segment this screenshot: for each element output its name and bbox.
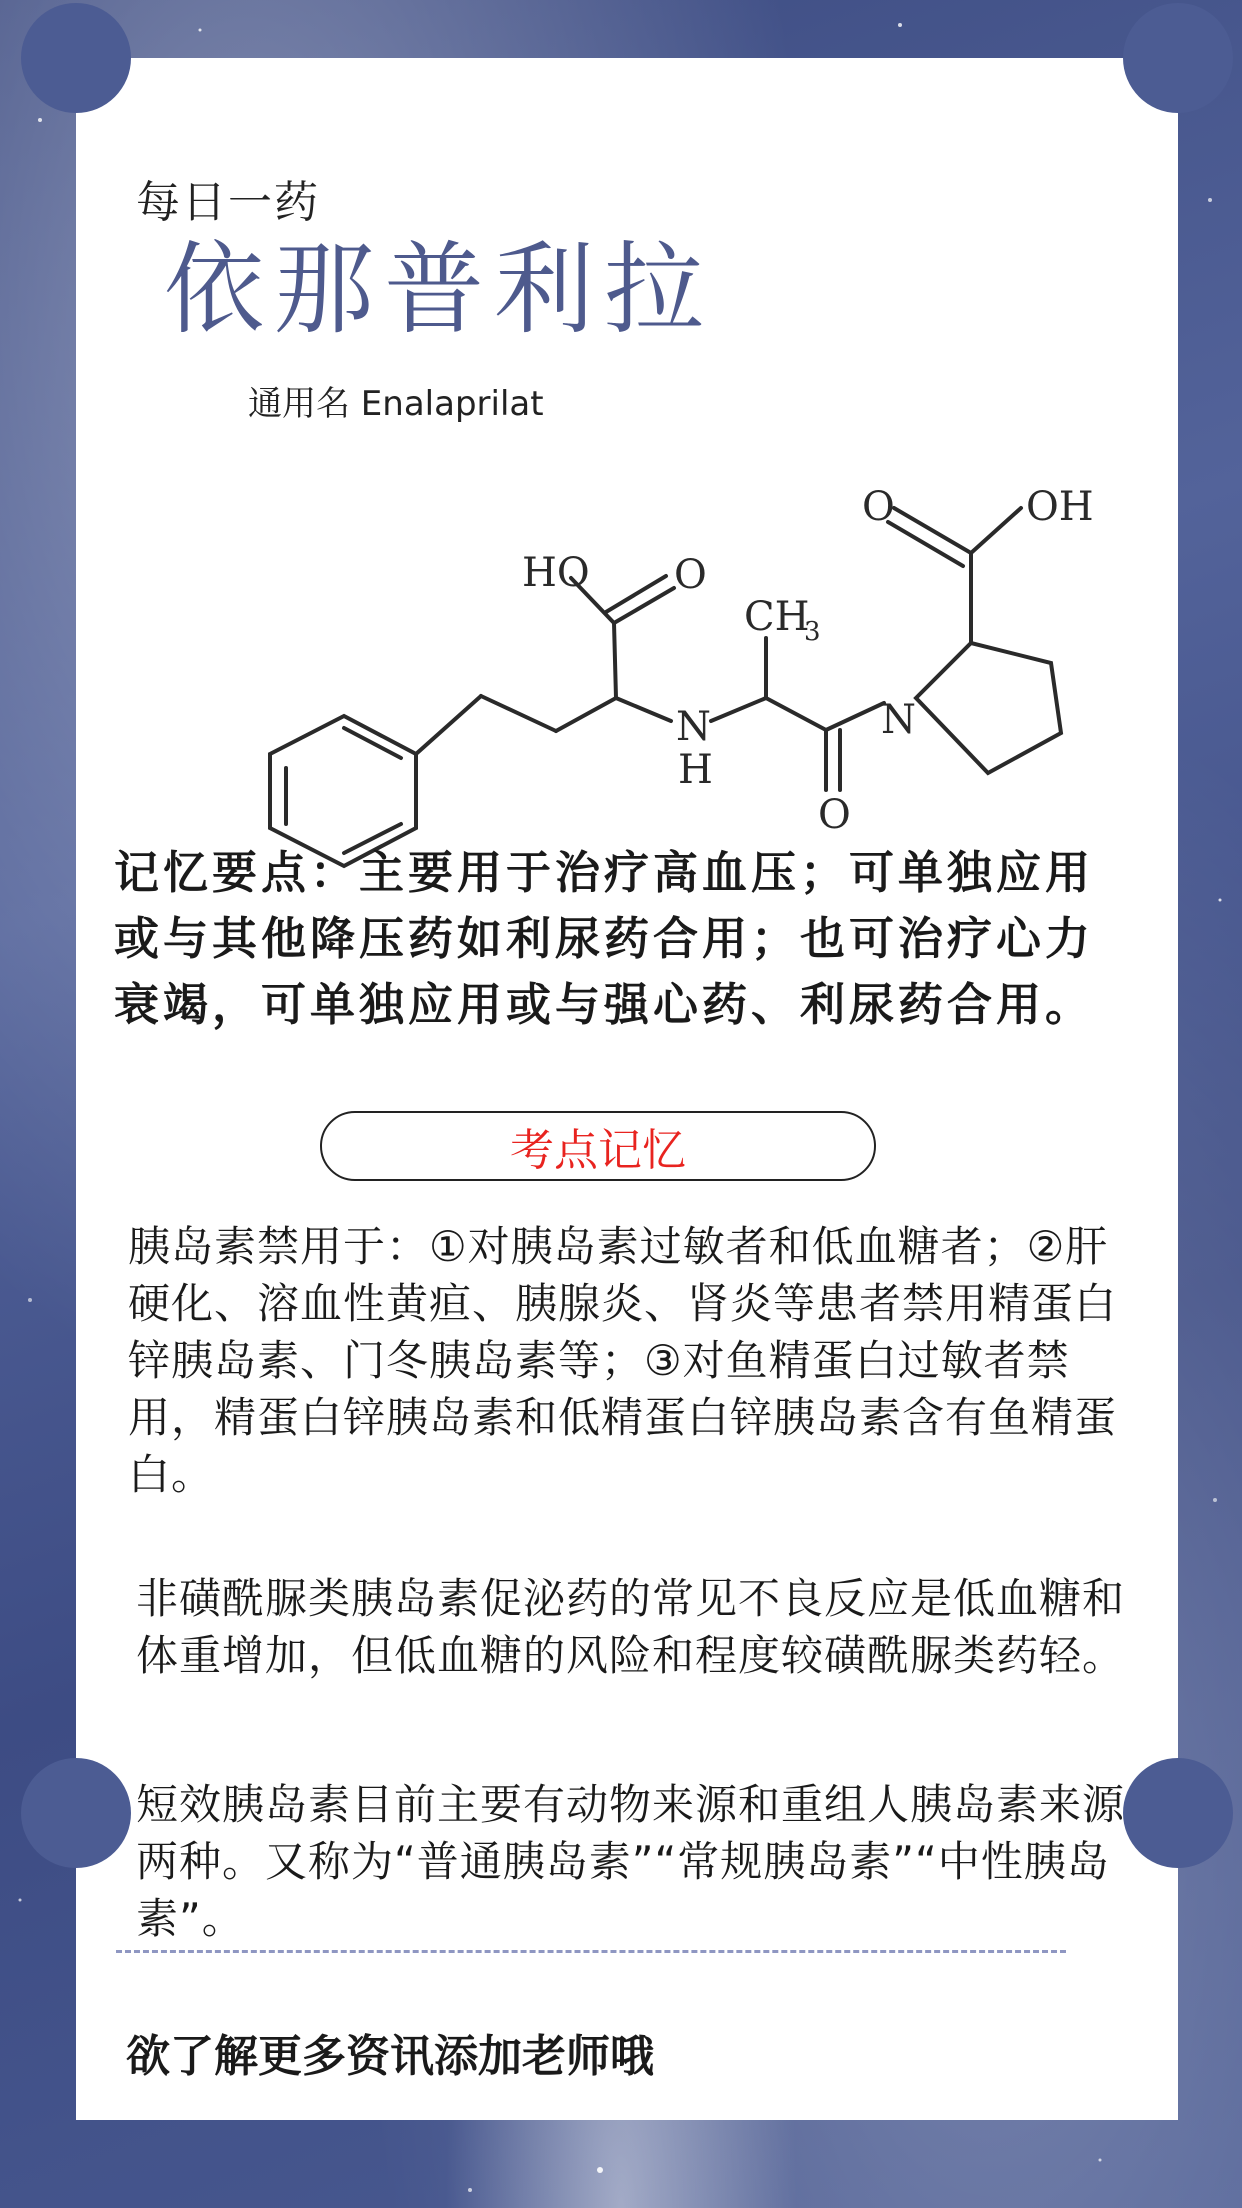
atom-n-ring: N: [881, 697, 916, 743]
ticket-notch: [1123, 3, 1233, 113]
chemical-structure-diagram: [226, 398, 1106, 878]
content-card: [76, 58, 1178, 2120]
paragraph-non-sulfonylurea: 非磺酰脲类胰岛素促泌药的常见不良反应是低血糖和体重增加，但低血糖的风险和程度较磺酰脲类药轻。: [136, 1574, 1126, 1680]
atom-nh-n: N: [676, 704, 711, 750]
atom-ch3: CH: [744, 594, 810, 640]
paragraph-insulin-contraindications: 胰岛素禁用于：①对胰岛素过敏者和低血糖者；②肝硬化、溶血性黄疸、胰腺炎、肾炎等患者禁用精蛋白锌胰岛素、门冬胰岛素等；③对鱼精蛋白过敏者禁用，精蛋白锌胰岛素和低精蛋白锌胰岛素含有鱼精蛋白。: [128, 1222, 1118, 1499]
generic-name: 通用名 Enalaprilat: [248, 384, 544, 424]
atom-ho-left: HO: [522, 550, 590, 596]
exam-points-label: 考点记忆: [510, 1125, 686, 1176]
exam-points-badge: [320, 1111, 876, 1181]
paragraph-short-acting-insulin: 短效胰岛素目前主要有动物来源和重组人胰岛素来源两种。又称为“普通胰岛素”“常规胰岛素”“中性胰岛素”。: [136, 1780, 1126, 1943]
drug-title: 依那普利拉: [164, 231, 714, 348]
atom-ch3-subscript: 3: [804, 617, 821, 647]
atom-o-left: O: [674, 552, 707, 598]
atom-nh-h: H: [678, 747, 713, 793]
atom-o-bottom: O: [818, 792, 851, 838]
atom-o-top: O: [862, 484, 895, 530]
footer-contact-text: 欲了解更多资讯添加老师哦: [126, 2031, 654, 2082]
ticket-notch: [21, 3, 131, 113]
atom-oh-top: OH: [1026, 484, 1094, 530]
dashed-divider: [116, 1950, 1066, 1953]
memory-points-text: 记忆要点：主要用于治疗高血压；可单独应用或与其他降压药如利尿药合用；也可治疗心力衰竭，可单独应用或与强心药、利尿药合用。: [114, 846, 1095, 1031]
ticket-notch: [21, 1758, 131, 1868]
daily-drug-label: 每日一药: [136, 177, 320, 228]
